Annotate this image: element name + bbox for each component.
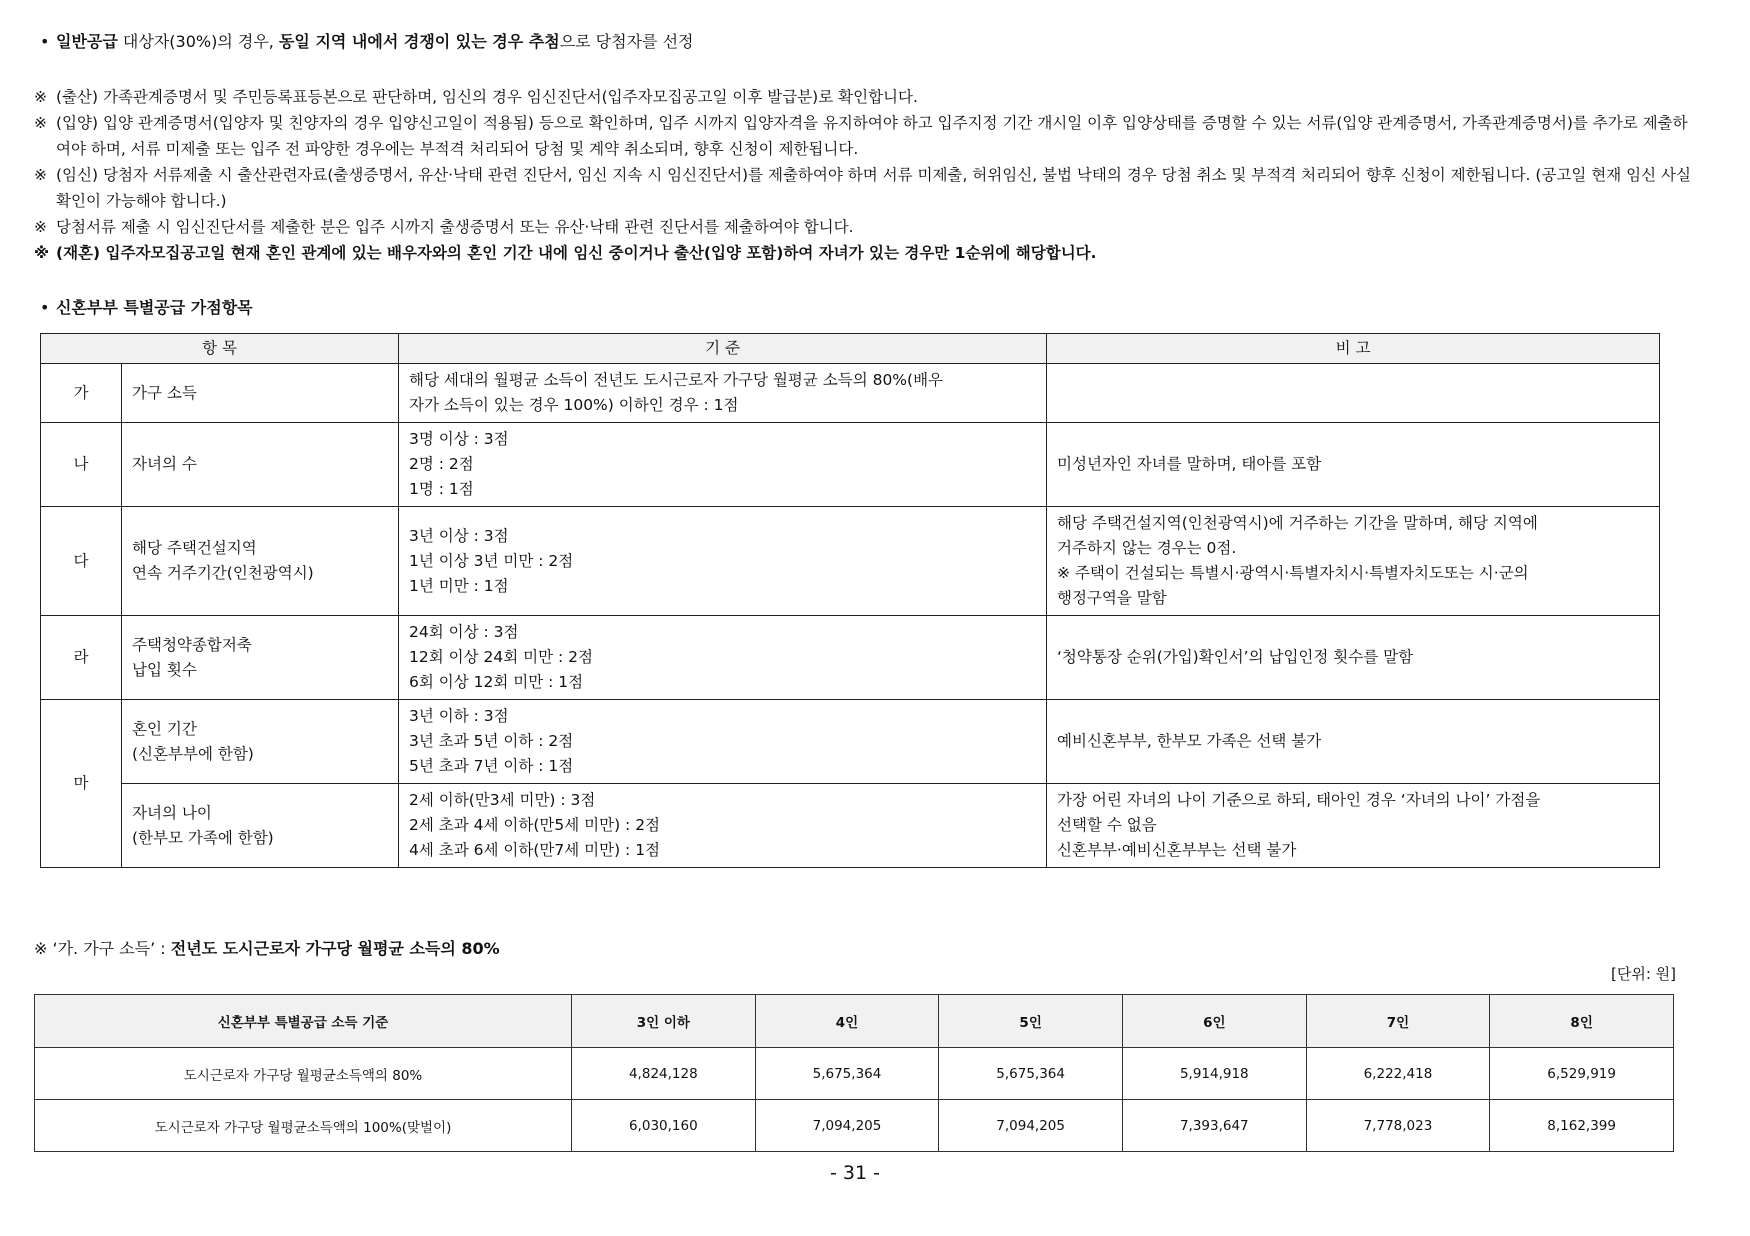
row-label bbox=[122, 616, 399, 700]
row-key: 나 bbox=[41, 423, 122, 507]
cell-line: 4세 초과 6세 이하(만7세 미만) : 1점 bbox=[409, 841, 661, 859]
income-value: 6,030,160 bbox=[572, 1100, 756, 1152]
score-row bbox=[41, 784, 1660, 868]
cell-line: 납입 횟수 bbox=[132, 660, 197, 679]
cell-line: 3년 이하 : 3점 bbox=[409, 707, 509, 725]
note-text: (출산) 가족관계증명서 및 주민등록표등본으로 판단하며, 임신의 경우 임신진단서(입주자모집공고일 이후 발급분)로 확인합니다. bbox=[56, 88, 918, 106]
cell-line: 자녀의 나이 bbox=[132, 803, 212, 822]
row-label bbox=[122, 507, 399, 616]
cell-line: 해당 주택건설지역(인천광역시)에 거주하는 기간을 말하며, 해당 지역에 bbox=[1057, 514, 1538, 532]
income-value: 7,778,023 bbox=[1306, 1100, 1490, 1152]
income-header-cell: 신혼부부 특별공급 소득 기준 bbox=[35, 995, 572, 1048]
row-label bbox=[122, 364, 399, 423]
income-row bbox=[35, 1048, 1674, 1100]
cell-line: 거주하지 않는 경우는 0점. bbox=[1057, 539, 1237, 557]
section-heading: 신혼부부 특별공급 가점항목 bbox=[56, 298, 253, 317]
row-label bbox=[122, 700, 399, 784]
cell-line: 1명 : 1점 bbox=[409, 480, 474, 498]
cell-line: 해당 세대의 월평균 소득이 전년도 도시근로자 가구당 월평균 소득의 80%(배우 bbox=[409, 371, 944, 389]
score-row bbox=[41, 616, 1660, 700]
note-mark: ※ bbox=[34, 939, 48, 958]
header-remarks: 비 고 bbox=[1047, 334, 1660, 364]
income-table bbox=[34, 994, 1674, 1152]
cell-line: 3명 이상 : 3점 bbox=[409, 430, 509, 448]
cell-line: 가장 어린 자녀의 나이 기준으로 하되, 태아인 경우 ‘자녀의 나이’ 가점을 bbox=[1057, 791, 1541, 809]
cell-line: 혼인 기간 bbox=[132, 719, 197, 738]
note-mark: ※ bbox=[34, 218, 47, 236]
income-value: 4,824,128 bbox=[572, 1048, 756, 1100]
row-label bbox=[122, 423, 399, 507]
bullet-mark: • bbox=[40, 32, 50, 51]
row-remarks bbox=[1047, 700, 1660, 784]
income-header-cell: 4인 bbox=[755, 995, 939, 1048]
note-adoption bbox=[34, 110, 1694, 162]
bullet-bold-3: 동일 지역 내에서 경쟁이 있는 경우 추첨 bbox=[278, 32, 560, 51]
page-number: - 31 - bbox=[830, 1162, 880, 1184]
note-text: (재혼) 입주자모집공고일 현재 혼인 관계에 있는 배우자와의 혼인 기간 내에 임신 중이거나 출산(입양 포함)하여 자녀가 있는 경우만 1순위에 해당합니다. bbox=[56, 244, 1097, 262]
score-table-header-row bbox=[41, 334, 1660, 364]
income-value: 5,914,918 bbox=[1122, 1048, 1306, 1100]
income-note-prefix: ‘가. 가구 소득’ : bbox=[52, 939, 171, 958]
row-criteria bbox=[399, 616, 1047, 700]
row-criteria bbox=[399, 784, 1047, 868]
note-mark: ※ bbox=[34, 88, 47, 106]
row-remarks bbox=[1047, 423, 1660, 507]
general-supply-bullet bbox=[40, 30, 694, 54]
cell-line: 1년 미만 : 1점 bbox=[409, 576, 509, 595]
income-row-label: 도시근로자 가구당 월평균소득액의 80% bbox=[35, 1048, 572, 1100]
row-key: 마 bbox=[41, 700, 122, 868]
cell-line: 자녀의 수 bbox=[132, 455, 197, 473]
income-value: 6,529,919 bbox=[1490, 1048, 1674, 1100]
cell-line: 1년 이상 3년 미만 : 2점 bbox=[409, 551, 574, 570]
cell-line: 가구 소득 bbox=[132, 383, 197, 402]
note-mark: ※ bbox=[34, 166, 47, 184]
score-row bbox=[41, 423, 1660, 507]
row-criteria bbox=[399, 364, 1047, 423]
note-text: (임신) 당첨자 서류제출 시 출산관련자료(출생증명서, 유산·낙태 관련 진단서, 임신 지속 시 임신진단서)를 제출하여야 하며 서류 미제출, 허위임신, 불법 낙태의 경우 당첨 취소 및 부적격 처리되어 향후 신청이 제한됩니다. (공고일 현재 임신 사실 확인이 가능해야 합니다.) bbox=[56, 166, 1691, 210]
income-value: 5,675,364 bbox=[939, 1048, 1123, 1100]
note-documents bbox=[34, 214, 1694, 240]
cell-line: 예비신혼부부, 한부모 가족은 선택 불가 bbox=[1057, 732, 1322, 750]
row-criteria bbox=[399, 507, 1047, 616]
income-value: 7,393,647 bbox=[1122, 1100, 1306, 1152]
bullet-mark: • bbox=[40, 298, 50, 317]
cell-line: 자가 소득이 있는 경우 100%) 이하인 경우 : 1점 bbox=[409, 396, 739, 414]
row-criteria bbox=[399, 423, 1047, 507]
score-row bbox=[41, 700, 1660, 784]
income-row-label: 도시근로자 가구당 월평균소득액의 100%(맞벌이) bbox=[35, 1100, 572, 1152]
note-birth bbox=[34, 84, 1694, 110]
unit-label: [단위: 원] bbox=[1611, 965, 1676, 983]
cell-line: 2세 초과 4세 이하(만5세 미만) : 2점 bbox=[409, 816, 661, 834]
score-table-body bbox=[41, 364, 1660, 868]
income-table-body bbox=[35, 1048, 1674, 1152]
income-header-cell: 7인 bbox=[1306, 995, 1490, 1048]
cell-line: 선택할 수 없음 bbox=[1057, 816, 1157, 834]
income-note-bold: 전년도 도시근로자 가구당 월평균 소득의 80% bbox=[170, 939, 500, 958]
cell-line: 3년 이상 : 3점 bbox=[409, 526, 509, 545]
note-mark: ※ bbox=[34, 244, 50, 262]
note-pregnancy bbox=[34, 162, 1694, 214]
header-item: 항 목 bbox=[41, 334, 399, 364]
cell-line: (한부모 가족에 한함) bbox=[132, 828, 274, 847]
header-criteria: 기 준 bbox=[399, 334, 1047, 364]
score-row bbox=[41, 364, 1660, 423]
cell-line: 해당 주택건설지역 bbox=[132, 539, 257, 557]
income-value: 8,162,399 bbox=[1490, 1100, 1674, 1152]
income-row bbox=[35, 1100, 1674, 1152]
note-mark: ※ bbox=[34, 114, 47, 132]
row-remarks bbox=[1047, 616, 1660, 700]
score-row bbox=[41, 507, 1660, 616]
income-header-cell: 5인 bbox=[939, 995, 1123, 1048]
row-criteria bbox=[399, 700, 1047, 784]
bullet-text-2: 대상자(30%)의 경우, bbox=[117, 32, 279, 51]
cell-line: 12회 이상 24회 미만 : 2점 bbox=[409, 648, 593, 666]
row-label bbox=[122, 784, 399, 868]
cell-line: 24회 이상 : 3점 bbox=[409, 623, 519, 641]
cell-line: 5년 초과 7년 이하 : 1점 bbox=[409, 757, 574, 775]
score-table bbox=[40, 333, 1660, 868]
income-value: 7,094,205 bbox=[939, 1100, 1123, 1152]
notes-list bbox=[34, 84, 1694, 266]
cell-line: 행정구역을 말함 bbox=[1057, 589, 1167, 607]
note-remarriage bbox=[34, 240, 1694, 266]
cell-line: 2명 : 2점 bbox=[409, 455, 474, 473]
score-items-bullet bbox=[40, 296, 253, 320]
income-header-cell: 8인 bbox=[1490, 995, 1674, 1048]
row-key: 라 bbox=[41, 616, 122, 700]
cell-line: 6회 이상 12회 미만 : 1점 bbox=[409, 673, 584, 691]
row-key: 다 bbox=[41, 507, 122, 616]
row-remarks bbox=[1047, 364, 1660, 423]
row-key: 가 bbox=[41, 364, 122, 423]
note-text: 당첨서류 제출 시 임신진단서를 제출한 분은 입주 시까지 출생증명서 또는 유산·낙태 관련 진단서를 제출하여야 합니다. bbox=[56, 218, 854, 236]
income-value: 6,222,418 bbox=[1306, 1048, 1490, 1100]
cell-line: ※ 주택이 건설되는 특별시·광역시·특별자치시·특별자치도또는 시·군의 bbox=[1057, 564, 1529, 582]
cell-line: 2세 이하(만3세 미만) : 3점 bbox=[409, 791, 596, 809]
cell-line: 연속 거주기간(인천광역시) bbox=[132, 564, 314, 582]
income-header-cell: 3인 이하 bbox=[572, 995, 756, 1048]
cell-line: 주택청약종합저축 bbox=[132, 635, 252, 654]
bullet-bold-1: 일반공급 bbox=[56, 32, 118, 51]
cell-line: (신혼부부에 한함) bbox=[132, 744, 254, 763]
income-table-header-row bbox=[35, 995, 1674, 1048]
row-remarks bbox=[1047, 784, 1660, 868]
income-value: 7,094,205 bbox=[755, 1100, 939, 1152]
income-value: 5,675,364 bbox=[755, 1048, 939, 1100]
cell-line: 미성년자인 자녀를 말하며, 태아를 포함 bbox=[1057, 455, 1322, 473]
cell-line: 신혼부부·예비신혼부부는 선택 불가 bbox=[1057, 841, 1297, 859]
cell-line: ‘청약통장 순위(가입)확인서’의 납입인정 횟수를 말함 bbox=[1057, 648, 1414, 666]
note-text: (입양) 입양 관계증명서(입양자 및 친양자의 경우 입양신고일이 적용됨) 등으로 확인하며, 입주 시까지 입양자격을 유지하여야 하고 입주지정 기간 개시일 이후 입양상태를 증명할 수 있는 서류(입양 관계증명서, 가족관계증명서)를 추가로 제출하여야 하며, 서류 미제출 또는 입주 전 파양한 경우에는 부적격 처리되어 당첨 및 계약 취소되며, 향후 신청이 제한됩니다. bbox=[56, 114, 1688, 158]
income-header-cell: 6인 bbox=[1122, 995, 1306, 1048]
income-note bbox=[34, 937, 500, 961]
bullet-text-4: 으로 당첨자를 선정 bbox=[559, 32, 694, 51]
row-remarks bbox=[1047, 507, 1660, 616]
cell-line: 3년 초과 5년 이하 : 2점 bbox=[409, 732, 574, 750]
